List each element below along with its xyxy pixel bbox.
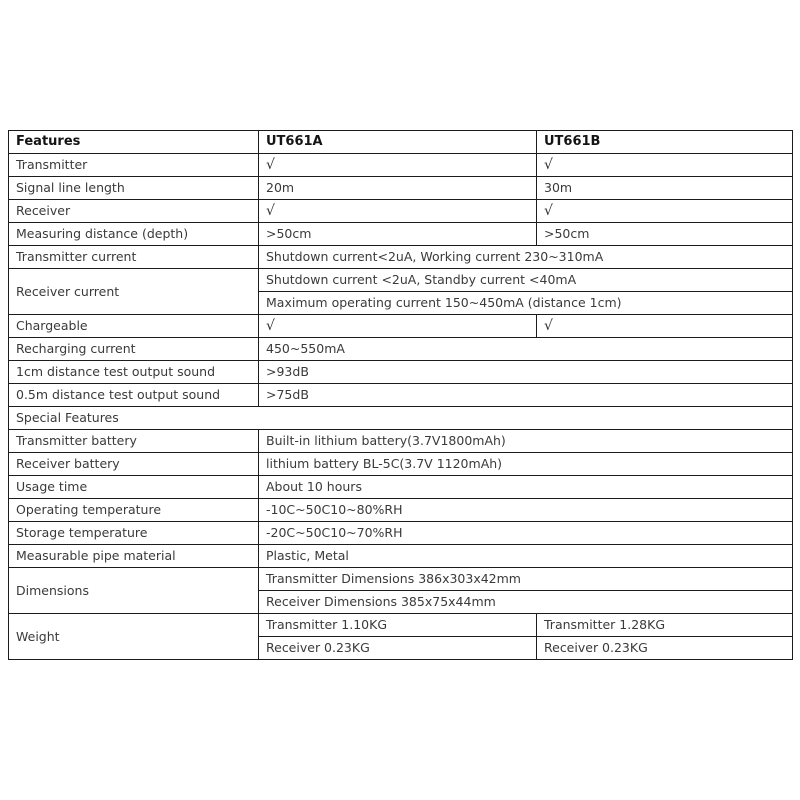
table-row-recharging-current [9,338,793,361]
value-span-line1: Shutdown current <2uA, Standby current <40mA [259,269,793,292]
table-row-storage-temperature [9,522,793,545]
feature-label: Measurable pipe material [9,545,259,568]
feature-label: Transmitter current [9,246,259,269]
header-features: Features [9,131,259,154]
value-span: >75dB [259,384,793,407]
table-row-1cm-sound [9,361,793,384]
table-row-chargeable [9,315,793,338]
table-row-measuring-distance [9,223,793,246]
value-b-line2: Receiver 0.23KG [537,637,793,660]
value-span: -10C~50C10~80%RH [259,499,793,522]
value-b-line1: Transmitter 1.28KG [537,614,793,637]
value-span: 450~550mA [259,338,793,361]
table-row-dimensions [9,568,793,591]
value-a: 20m [259,177,537,200]
table-row-receiver-current [9,269,793,292]
value-span: Plastic, Metal [259,545,793,568]
value-span-line2: Receiver Dimensions 385x75x44mm [259,591,793,614]
value-span: -20C~50C10~70%RH [259,522,793,545]
value-a-checkmark: √ [259,154,537,177]
feature-label: Recharging current [9,338,259,361]
table-row-transmitter-battery [9,430,793,453]
feature-label: Receiver battery [9,453,259,476]
value-span-line1: Transmitter Dimensions 386x303x42mm [259,568,793,591]
table-row-transmitter-current [9,246,793,269]
value-b: 30m [537,177,793,200]
feature-label: Usage time [9,476,259,499]
feature-label: 0.5m distance test output sound [9,384,259,407]
table-row-05m-sound [9,384,793,407]
table-row-special-features [9,407,793,430]
table-row-transmitter [9,154,793,177]
feature-label: Transmitter battery [9,430,259,453]
feature-label: Operating temperature [9,499,259,522]
value-span: Built-in lithium battery(3.7V1800mAh) [259,430,793,453]
value-span: About 10 hours [259,476,793,499]
value-a-line1: Transmitter 1.10KG [259,614,537,637]
feature-label: Receiver current [9,269,259,315]
table-row-receiver [9,200,793,223]
value-b-checkmark: √ [537,154,793,177]
feature-label: Measuring distance (depth) [9,223,259,246]
feature-label: Weight [9,614,259,660]
value-span: lithium battery BL-5C(3.7V 1120mAh) [259,453,793,476]
feature-label: Storage temperature [9,522,259,545]
table-row-signal-line-length [9,177,793,200]
table-row-usage-time [9,476,793,499]
table-row-weight [9,614,793,637]
table-row-receiver-battery [9,453,793,476]
section-label: Special Features [9,407,793,430]
value-a: >50cm [259,223,537,246]
spec-table [8,130,793,660]
header-ut661b: UT661B [537,131,793,154]
feature-label: 1cm distance test output sound [9,361,259,384]
table-header-row [9,131,793,154]
table-row-pipe-material [9,545,793,568]
value-a-checkmark: √ [259,200,537,223]
value-b-checkmark: √ [537,315,793,338]
table-row-operating-temperature [9,499,793,522]
feature-label: Chargeable [9,315,259,338]
value-a-line2: Receiver 0.23KG [259,637,537,660]
value-b-checkmark: √ [537,200,793,223]
header-ut661a: UT661A [259,131,537,154]
feature-label: Transmitter [9,154,259,177]
value-span: >93dB [259,361,793,384]
value-span-line2: Maximum operating current 150~450mA (distance 1cm) [259,292,793,315]
feature-label: Dimensions [9,568,259,614]
feature-label: Signal line length [9,177,259,200]
value-b: >50cm [537,223,793,246]
value-a-checkmark: √ [259,315,537,338]
value-span: Shutdown current<2uA, Working current 230~310mA [259,246,793,269]
feature-label: Receiver [9,200,259,223]
